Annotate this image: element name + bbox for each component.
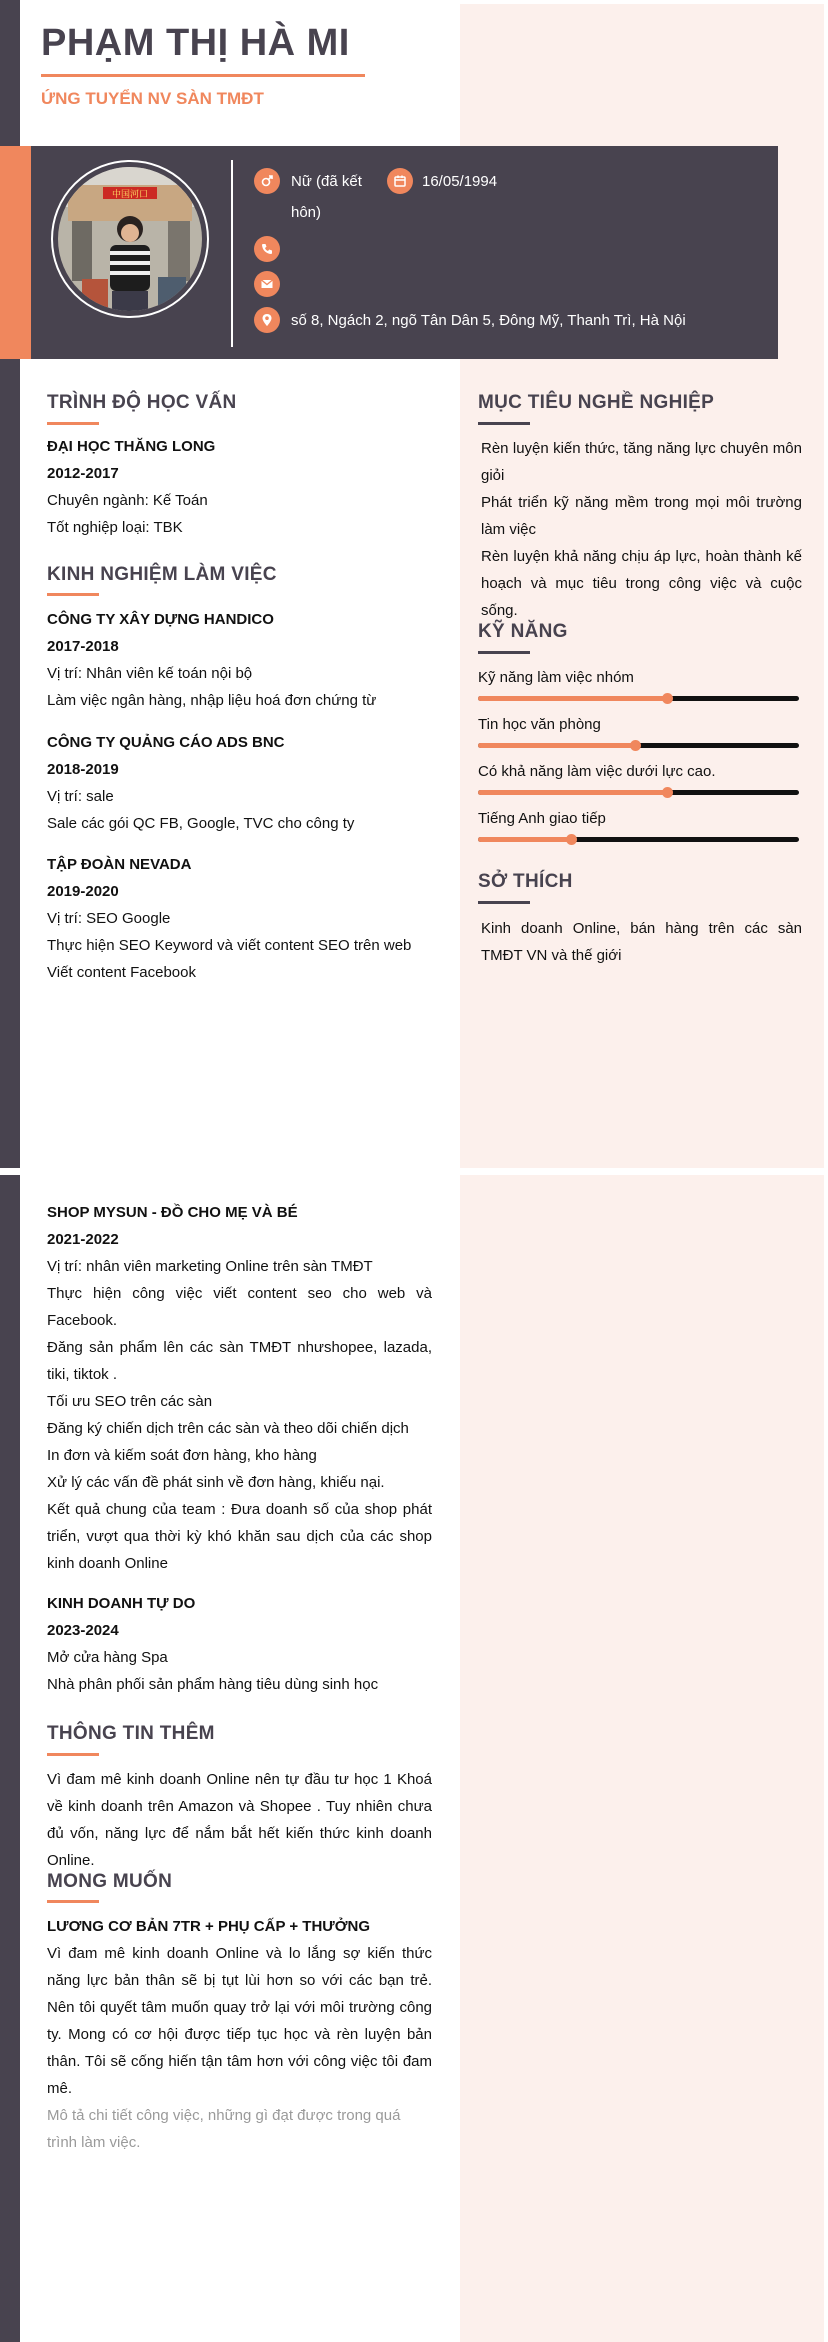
job-entry (47, 1590, 432, 1698)
job-entry (47, 606, 432, 714)
job-company: CÔNG TY QUẢNG CÁO ADS BNC (47, 734, 285, 751)
objective-block (481, 435, 802, 624)
address-text: số 8, Ngách 2, ngõ Tân Dân 5, Đông Mỹ, Thanh Trì, Hà Nội (291, 312, 686, 329)
location-icon (254, 307, 280, 333)
avatar (58, 167, 202, 311)
job-line: Đăng ký chiến dịch trên các sàn và theo dõi chiến dịch (47, 1420, 409, 1437)
job-line: Đăng sản phẩm lên các sàn TMĐT nhưshopee, lazada, tiki, tiktok . (47, 1339, 432, 1383)
job-period: 2023-2024 (47, 1622, 119, 1639)
skill-label: Tin học văn phòng (478, 716, 601, 733)
wish-text: Vì đam mê kinh doanh Online và lo lắng sợ kiến thức năng lực bản thân sẽ bị tụt lùi hơn so với các bạn trẻ. Nên tôi quyết tâm muốn quay trở lại với môi trường công ty. Mong có cơ hội được tiếp tục học và rèn luyện bản thân. Tôi sẽ cống hiến tận tâm hơn với công việc tôi đam mê. (47, 1945, 432, 2097)
wish-title: MONG MUỐN (47, 1871, 173, 1892)
cv-page-1 (0, 0, 828, 1168)
education-underline (47, 422, 99, 425)
experience-underline (47, 593, 99, 596)
contact-divider (231, 160, 233, 347)
salary-expectation: LƯƠNG CƠ BẢN 7TR + PHỤ CẤP + THƯỞNG (47, 1918, 371, 1935)
objective-line: Rèn luyện khả năng chịu áp lực, hoàn thành kế hoạch và mục tiêu trong công việc và cuộc sống. (481, 548, 802, 619)
job-line: Làm việc ngân hàng, nhập liệu hoá đơn chứng từ (47, 692, 377, 709)
job-line: Mở cửa hàng Spa (47, 1649, 168, 1666)
skill-bar-fill (478, 743, 635, 748)
skill-label: Tiếng Anh giao tiếp (478, 810, 606, 827)
job-line: Thực hiện SEO Keyword và viết content SEO trên web (47, 937, 412, 954)
job-entry (47, 729, 432, 837)
calendar-icon (387, 168, 413, 194)
skill-bar (478, 743, 799, 748)
skill-bar (478, 790, 799, 795)
extra-info-text: Vì đam mê kinh doanh Online nên tự đầu tư học 1 Khoá về kinh doanh trên Amazon và Shopee . Tuy nhiên chưa đủ vốn, năng lực để nắm bắt hết kiến thức kinh doanh Online. (47, 1771, 432, 1869)
skill-bar-fill (478, 837, 571, 842)
hobbies-underline (478, 901, 530, 904)
school-name: ĐẠI HỌC THĂNG LONG (47, 438, 216, 455)
extra-info-title: THÔNG TIN THÊM (47, 1723, 215, 1744)
skill-label: Kỹ năng làm việc nhóm (478, 669, 634, 686)
objective-underline (478, 422, 530, 425)
phone-icon (254, 236, 280, 262)
job-line: Nhà phân phối sản phẩm hàng tiêu dùng sinh học (47, 1676, 379, 1693)
objective-line: Phát triển kỹ năng mềm trong mọi môi trường làm việc (481, 494, 802, 538)
job-line: Tối ưu SEO trên các sàn (47, 1393, 213, 1410)
skill-bar-knob (566, 834, 577, 845)
contact-band-accent (0, 146, 31, 359)
job-period: 2018-2019 (47, 761, 119, 778)
education-block (47, 433, 432, 541)
job-line: Kết quả chung của team : Đưa doanh số của shop phát triển, vượt qua thời kỳ khó khăn sau dịch của các shop kinh doanh Online (47, 1501, 432, 1572)
page-separator (0, 1168, 828, 1175)
objective-line: Rèn luyện kiến thức, tăng năng lực chuyên môn giỏi (481, 440, 802, 484)
cv-page-2 (0, 1175, 828, 2342)
skill-bar (478, 837, 799, 842)
skills-underline (478, 651, 530, 654)
job-entry (47, 1199, 432, 1577)
wish-underline (47, 1900, 99, 1903)
job-line: Vị trí: SEO Google (47, 910, 171, 927)
job-company: SHOP MYSUN - ĐỒ CHO MẸ VÀ BÉ (47, 1204, 298, 1221)
applied-position: ỨNG TUYỂN NV SÀN TMĐT (41, 89, 264, 108)
job-entry (47, 851, 432, 986)
gender-icon (254, 168, 280, 194)
job-line: Xử lý các vấn đề phát sinh về đơn hàng, khiếu nại. (47, 1474, 385, 1491)
job-line: Sale các gói QC FB, Google, TVC cho công ty (47, 815, 355, 832)
skill-label: Có khả năng làm việc dưới lực cao. (478, 763, 716, 780)
description-placeholder: Mô tả chi tiết công việc, những gì đạt được trong quá trình làm việc. (47, 2107, 401, 2151)
education-title: TRÌNH ĐỘ HỌC VẤN (47, 392, 237, 413)
skills-title: KỸ NĂNG (478, 621, 568, 642)
job-line: Vị trí: Nhân viên kế toán nội bộ (47, 665, 253, 682)
name-underline (41, 74, 365, 77)
job-period: 2017-2018 (47, 638, 119, 655)
dob-text: 16/05/1994 (422, 173, 498, 190)
job-company: CÔNG TY XÂY DỰNG HANDICO (47, 611, 274, 628)
photo-sign-text: 中国河口 (111, 190, 149, 200)
candidate-name: PHẠM THỊ HÀ MI (41, 22, 350, 64)
job-line: In đơn và kiếm soát đơn hàng, kho hàng (47, 1447, 317, 1464)
job-line: Vị trí: sale (47, 788, 114, 805)
left-accent-bar (0, 1175, 20, 2342)
education-period: 2012-2017 (47, 465, 119, 482)
skill-bar-fill (478, 696, 667, 701)
wish-block (47, 1913, 432, 2156)
job-line: Vị trí: nhân viên marketing Online trên sàn TMĐT (47, 1258, 373, 1275)
job-line: Thực hiện công việc viết content seo cho web và Facebook. (47, 1285, 432, 1329)
job-company: TẬP ĐOÀN NEVADA (47, 856, 192, 873)
right-column-background (460, 1175, 824, 2342)
job-line: Viết content Facebook (47, 964, 196, 981)
hobbies-title: SỞ THÍCH (478, 871, 573, 892)
skill-bar (478, 696, 799, 701)
extra-info-underline (47, 1753, 99, 1756)
education-major: Chuyên ngành: Kế Toán (47, 492, 208, 509)
objective-title: MỤC TIÊU NGHỀ NGHIỆP (478, 392, 715, 413)
job-period: 2021-2022 (47, 1231, 119, 1248)
education-grade: Tốt nghiệp loại: TBK (47, 519, 183, 536)
hobbies-text: Kinh doanh Online, bán hàng trên các sàn TMĐT VN và thế giới (481, 920, 802, 964)
job-company: KINH DOANH TỰ DO (47, 1595, 196, 1612)
experience-title: KINH NGHIỆM LÀM VIỆC (47, 564, 277, 585)
job-period: 2019-2020 (47, 883, 119, 900)
skill-bar-fill (478, 790, 667, 795)
email-icon (254, 271, 280, 297)
gender-text: Nữ (đã kết hôn) (291, 173, 362, 221)
